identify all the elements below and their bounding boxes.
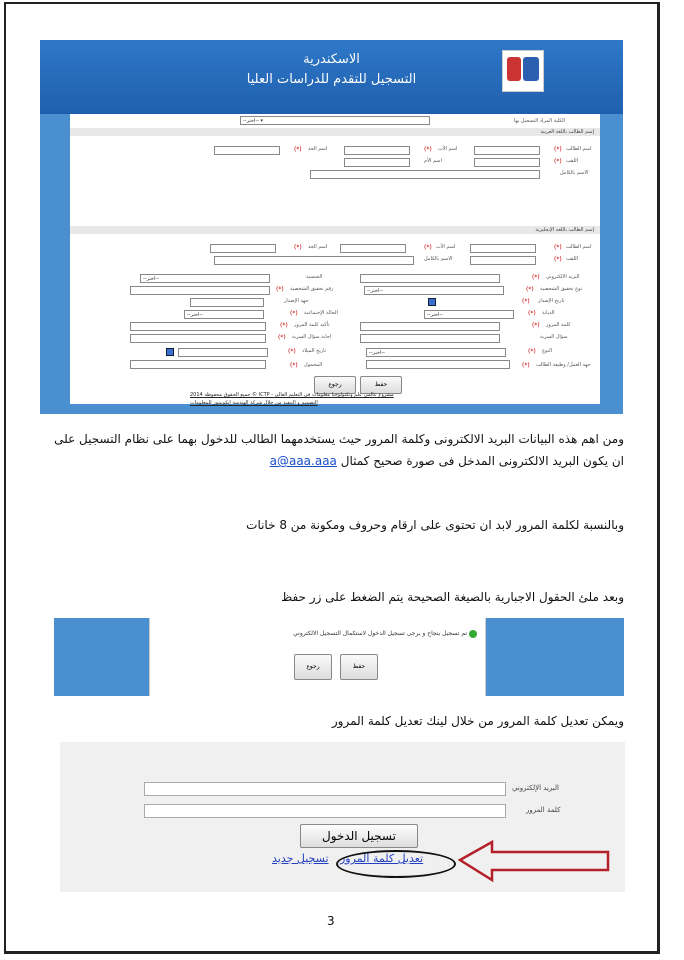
save-button[interactable]: حفظ [360,376,402,394]
req-mark: (*) [528,310,536,317]
mother-name-input[interactable] [344,158,410,167]
family-en-input[interactable] [470,256,536,265]
req-mark: (*) [522,298,530,305]
email-label: البريد الالكتروني [546,274,580,280]
success-screenshot [54,618,624,696]
faculty-label: الكلية المراد التسجيل بها [514,118,566,124]
secret-question-label: سؤال السرية [540,334,568,340]
job-input[interactable] [366,360,510,369]
email-input[interactable] [360,274,500,283]
registration-screenshot [40,40,623,414]
req-mark: (*) [424,146,432,153]
req-mark: (*) [276,286,284,293]
father-name-en-input[interactable] [340,244,406,253]
job-label: جهة العمل/ وظيفة الطالب [536,362,591,368]
back-button[interactable]: رجوع [314,376,356,394]
footer-credit: التصميم و التنفيذ من خلال شركة الهندسة إنكوبيتور للمعلومات [190,400,318,406]
req-mark: (*) [290,362,298,369]
issuer-input[interactable] [190,298,264,307]
login-password-input[interactable] [144,804,506,818]
success-panel [149,618,486,696]
req-mark: (*) [528,348,536,355]
mother-name-label: اسم الأم [424,158,442,164]
grandfather-name-ar-label: اسم الجد [308,146,328,152]
confirm-password-input[interactable] [130,322,266,331]
paragraph-3: وبعد ملئ الحقول الاجبارية بالصيغة الصحيحة يتم الضغط على زر حفظ [281,590,624,604]
calendar-icon[interactable] [428,298,436,306]
family-ar-label: اللقب [566,158,579,164]
highlight-oval [336,850,456,878]
save-button[interactable]: حفظ [340,654,378,680]
paragraph-1-line-1: ومن اهم هذه البيانات البريد الالكترونى وكلمة المرور حيث يستخدمهما الطالب للدخول بهما على نظام التسجيل على [54,432,624,446]
login-password-label: كلمة المرور [526,806,561,814]
check-icon [469,630,477,638]
social-status-label: الحالة الإجتماعية [304,310,338,316]
social-status-select[interactable]: --اختر-- [184,310,264,319]
religion-label: الديانة [542,310,555,316]
first-name-ar-input[interactable] [474,146,540,155]
grandfather-name-en-input[interactable] [210,244,276,253]
nationality-label: الجنسية [306,274,323,280]
family-ar-input[interactable] [474,158,540,167]
secret-question-input[interactable] [360,334,500,343]
father-name-ar-input[interactable] [344,146,410,155]
login-email-label: البريد الإلكتروني [512,784,559,792]
calendar-icon[interactable] [166,348,174,356]
req-mark: (*) [532,322,540,329]
id-type-label: نوع تحقيق الشخصية [540,286,583,292]
first-name-ar-label: اسم الطالب [566,146,592,152]
req-mark: (*) [294,146,302,153]
success-message: تم تسجيل بنجاح و يرجى تسجيل الدخول لاستكمال التسجيل الالكتروني [293,630,467,637]
req-mark: (*) [280,322,288,329]
arabic-name-section: إسم الطالب باللغة العربية [70,128,600,136]
req-mark: (*) [554,256,562,263]
change-password-link[interactable]: تعديل كلمة المرور [340,852,424,865]
paragraph-2: وبالنسبة لكلمة المرور لابد ان تحتوى على ارقام وحروف ومكونة من 8 خانات [246,518,624,532]
confirm-password-label: تأكيد كلمة المرور [294,322,330,328]
university-logo-icon [502,50,544,92]
req-mark: (*) [288,348,296,355]
father-name-en-label: اسم الأب [436,244,456,250]
req-mark: (*) [290,310,298,317]
gender-select[interactable]: --اختر-- [366,348,506,357]
req-mark: (*) [554,146,562,153]
header-city: الاسكندرية [303,52,360,67]
mobile-label: المحمول [304,362,323,368]
login-email-input[interactable] [144,782,506,796]
id-number-input[interactable] [130,286,270,295]
grandfather-name-en-label: اسم الجد [308,244,328,250]
req-mark: (*) [294,244,302,251]
mobile-input[interactable] [130,360,266,369]
req-mark: (*) [278,334,286,341]
new-registration-link[interactable]: تسجيل جديد [272,852,329,865]
id-number-label: رقم تحقيق الشخصية [290,286,334,292]
back-button[interactable]: رجوع [294,654,332,680]
issuer-label: جهة الإصدار [284,298,309,304]
birth-date-input[interactable] [178,348,268,357]
secret-answer-input[interactable] [130,334,266,343]
site-header [40,40,623,114]
first-name-en-label: اسم الطالب [566,244,592,250]
father-name-ar-label: اسم الأب [438,146,458,152]
family-en-label: اللقب [566,256,579,262]
req-mark: (*) [424,244,432,251]
page-number: 3 [327,914,335,928]
req-mark: (*) [554,158,562,165]
req-mark: (*) [526,286,534,293]
header-title: التسجيل للتقدم للدراسات العليا [246,72,417,87]
full-name-ar-input[interactable] [310,170,540,179]
example-email-link: a@aaa.aaa [269,454,337,468]
login-button[interactable]: تسجيل الدخول [300,824,418,848]
birth-date-label: تاريخ الميلاد [302,348,327,354]
full-name-en-input[interactable] [214,256,414,265]
full-name-ar-label: الاسم بالكامل [560,170,589,176]
full-name-en-label: الاسم بالكامل [424,256,453,262]
password-label: كلمة المرور [546,322,571,328]
secret-answer-label: اجابة سؤال السرية [292,334,332,340]
english-name-section: إسم الطالب باللغة الإنجليزية [70,226,600,234]
paragraph-4: ويمكن تعديل كلمة المرور من خلال لينك تعديل كلمة المرور [331,714,624,728]
req-mark: (*) [554,244,562,251]
grandfather-name-ar-input[interactable] [214,146,280,155]
paragraph-1-line-2: ان يكون البريد الالكترونى المدخل فى صورة صحيح كمثال a@aaa.aaa [269,454,624,468]
religion-select[interactable]: --اختر-- [424,310,514,319]
req-mark: (*) [522,362,530,369]
footer-copyright: جميع الحقوق محفوظة 2014 © ICTP - مشروع عالمي علم وتكنولوجيا معلومات في التعليم العالي [190,392,394,398]
id-type-select[interactable]: --اختر-- [364,286,504,295]
faculty-select[interactable]: --اختر-- ▾ [240,116,430,125]
req-mark: (*) [532,274,540,281]
gender-label: النوع [542,348,552,354]
first-name-en-input[interactable] [470,244,536,253]
nationality-select[interactable]: --اختر-- [140,274,270,283]
issue-date-label: تاريخ الإصدار [538,298,565,304]
registration-form [70,114,600,404]
password-input[interactable] [360,322,500,331]
pointer-arrow-icon [458,838,614,888]
